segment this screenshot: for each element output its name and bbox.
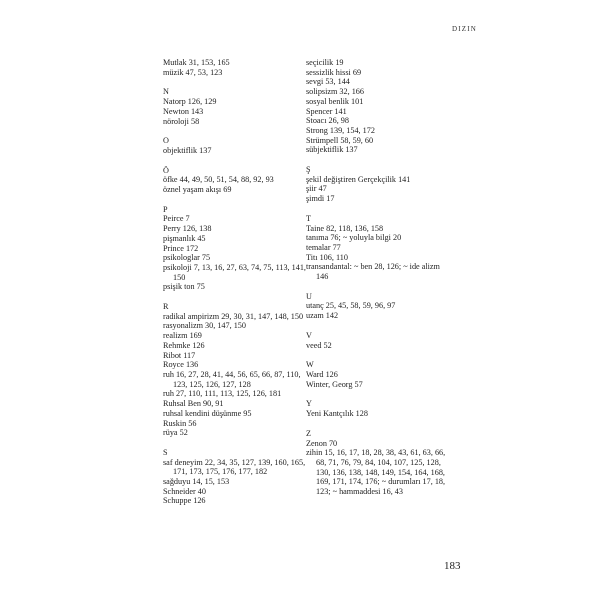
index-entry: Natorp 126, 129 (163, 97, 217, 107)
index-letter-heading: W (306, 360, 314, 370)
index-entry: Strümpell 58, 59, 60 (306, 135, 374, 145)
index-entry: Ruhsal Ben 90, 91 (163, 399, 224, 409)
index-entry: saf deneyim 22, 34, 35, 127, 139, 160, 165, 171, 173, 175, 176, 177, 182 (163, 457, 306, 477)
index-entry: ruhsal kendini düşünme 95 (163, 408, 252, 418)
index-entry: şiir 47 (306, 184, 327, 194)
index-entry: realizm 169 (163, 331, 202, 341)
index-entry: Prince 172 (163, 243, 199, 253)
index-entry: şekil değiştiren Gerçekçilik 141 (306, 174, 411, 184)
index-letter-heading: T (306, 213, 312, 223)
index-letter-group (163, 448, 308, 506)
index-entry: psikologlar 75 (163, 253, 211, 263)
index-entry: zihin 15, 16, 17, 18, 28, 38, 43, 61, 63, 66, 68, 71, 76, 79, 84, 104, 107, 125, 128, 130, 136, 138, 148, 149, 154, 164, 168, 169, 171, 174, 176; ~ durumları 17, 18, 123; ~ hammaddesi 16, 43 (306, 448, 446, 497)
index-letter-group (163, 136, 308, 155)
index-entry: Spencer 141 (306, 106, 347, 116)
index-letter-heading: P (163, 204, 168, 214)
index-letter-group (163, 205, 308, 292)
index-letter-group (306, 399, 451, 418)
index-entry: veed 52 (306, 340, 332, 350)
index-entry: sübjektiflik 137 (306, 145, 358, 155)
index-entry: şimdi 17 (306, 194, 335, 204)
index-entry: objektiflik 137 (163, 145, 212, 155)
index-entry: Ruskin 56 (163, 418, 197, 428)
index-letter-heading: Z (306, 428, 312, 438)
index-letter-heading: N (163, 87, 169, 97)
index-entry: utanç 25, 45, 58, 59, 96, 97 (306, 301, 396, 311)
index-entry: Schuppe 126 (163, 496, 206, 506)
index-letter-heading: R (163, 302, 169, 312)
index-entry: Ribot 117 (163, 350, 196, 360)
index-entry: sevgi 53, 144 (306, 77, 350, 87)
index-entry: Rehmke 126 (163, 340, 205, 350)
index-entry: radikal ampirizm 29, 30, 31, 147, 148, 150 (163, 311, 304, 321)
index-entry: uzam 142 (306, 311, 339, 321)
index-letter-heading: Y (306, 399, 312, 409)
index-letter-group (306, 214, 451, 282)
index-entry: temalar 77 (306, 242, 341, 252)
index-letter-heading: O (163, 136, 169, 146)
index-entry: sağduyu 14, 15, 153 (163, 477, 230, 487)
index-entry: Schneider 40 (163, 486, 206, 496)
index-entry: ruh 27, 110, 111, 113, 125, 126, 181 (163, 389, 282, 399)
index-letter-group (306, 331, 451, 350)
index-letter-group (163, 166, 308, 195)
index-entry: sosyal benlik 101 (306, 96, 364, 106)
index-letter-heading: S (163, 447, 168, 457)
index-entry: öfke 44, 49, 50, 51, 54, 88, 92, 93 (163, 175, 274, 185)
index-entry: Ward 126 (306, 369, 338, 379)
index-entry: Stoacı 26, 98 (306, 116, 349, 126)
index-entry: sessizlik hissi 69 (306, 67, 362, 77)
index-entry: rüya 52 (163, 428, 188, 438)
index-entry: Winter, Georg 57 (306, 379, 363, 389)
index-entry: Royce 136 (163, 360, 199, 370)
index-entry: Yeni Kantçılık 128 (306, 409, 368, 419)
index-letter-group (306, 58, 451, 155)
index-letter-group (306, 429, 451, 497)
index-entry: Zenon 70 (306, 438, 338, 448)
index-entry: psikoloji 7, 13, 16, 27, 63, 74, 75, 113, 141, 150 (163, 262, 306, 282)
index-entry: Mutlak 31, 153, 165 (163, 58, 230, 67)
index-entry: ruh 16, 27, 28, 41, 44, 56, 65, 66, 87, 110, 123, 125, 126, 127, 128 (163, 369, 301, 389)
index-letter-group (306, 360, 451, 389)
index-entry: Taine 82, 118, 136, 158 (306, 223, 384, 233)
index-entry: rasyonalizm 30, 147, 150 (163, 321, 246, 331)
index-entry: seçicilik 19 (306, 58, 344, 67)
index-letter-group (306, 165, 451, 204)
index-letter-heading: U (306, 291, 312, 301)
index-letter-group (306, 292, 451, 321)
index-entry: müzik 47, 53, 123 (163, 67, 223, 77)
page-number: 183 (444, 560, 461, 572)
index-letter-heading: Ş (306, 165, 311, 175)
index-column-right (306, 58, 451, 497)
index-letter-heading: V (306, 330, 312, 340)
running-header: DIZIN (452, 25, 478, 33)
index-entry: öznel yaşam akışı 69 (163, 185, 232, 195)
index-entry: solipsizm 32, 166 (306, 87, 364, 97)
index-entry: pişmanlık 45 (163, 233, 206, 243)
index-letter-group (163, 302, 308, 438)
index-entry: psişik ton 75 (163, 282, 205, 292)
index-entry: transandantal: ~ ben 28, 126; ~ ide alizm 146 (306, 262, 440, 282)
index-letter-group (163, 87, 308, 126)
index-entry: Strong 139, 154, 172 (306, 125, 375, 135)
index-entry: Newton 143 (163, 106, 204, 116)
index-letter-group (163, 58, 308, 77)
index-letter-heading: Ö (163, 165, 169, 175)
index-entry: tanıma 76; ~ yoluyla bilgi 20 (306, 233, 402, 243)
index-entry: Peirce 7 (163, 214, 190, 224)
index-entry: nöroloji 58 (163, 116, 200, 126)
index-column-left (163, 58, 308, 506)
index-entry: Titı 106, 110 (306, 252, 348, 262)
index-entry: Perry 126, 138 (163, 224, 212, 234)
